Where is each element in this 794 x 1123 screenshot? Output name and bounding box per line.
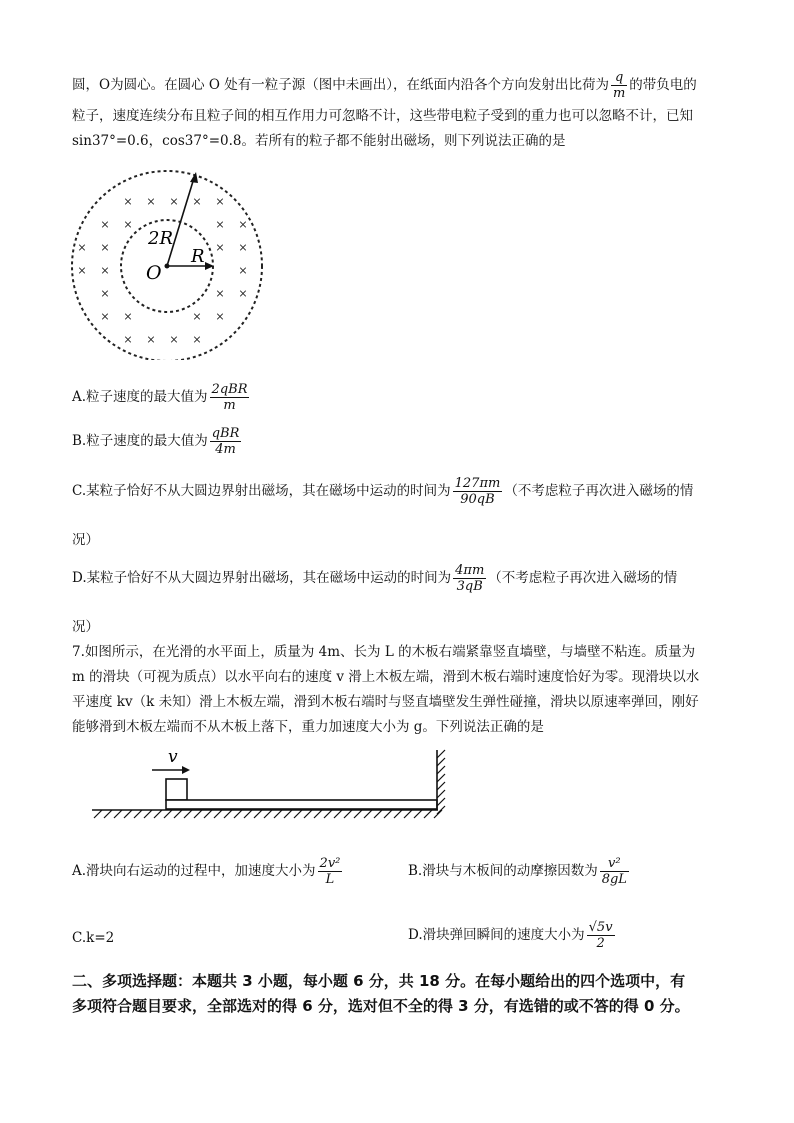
label-R: R xyxy=(191,246,205,267)
wall-hatch-stroke xyxy=(437,758,445,766)
field-cross-mark: × xyxy=(123,218,133,231)
q6-line-1-a: 圆，O为圆心。在圆心 O 处有一粒子源（图中未画出），在纸面内沿各个方向发射出比荷为 xyxy=(72,77,609,93)
ground-hatch-stroke xyxy=(174,810,182,818)
ground-hatch-stroke xyxy=(194,810,202,818)
ground-hatch-stroke xyxy=(304,810,312,818)
ground-hatch-stroke xyxy=(324,810,332,818)
section-2-heading-line-1: 二、多项选择题：本题共 3 小题，每小题 6 分，共 18 分。在每小题给出的四个选项中，有 xyxy=(72,972,686,990)
field-cross-mark: × xyxy=(215,287,225,300)
ground-hatch-stroke xyxy=(134,810,142,818)
ground-hatch-stroke xyxy=(114,810,122,818)
field-cross-mark: × xyxy=(146,333,156,346)
field-cross-mark: × xyxy=(100,218,110,231)
field-cross-mark: × xyxy=(215,241,225,254)
q7-option-c: C.k=2 xyxy=(72,930,115,946)
field-cross-mark: × xyxy=(192,310,202,323)
field-cross-mark: × xyxy=(100,264,110,277)
ground-hatch-stroke xyxy=(274,810,282,818)
slider-block xyxy=(166,779,187,800)
ground-hatch-stroke xyxy=(384,810,392,818)
ground-hatch-stroke xyxy=(424,810,432,818)
q6-option-c: C.某粒子恰好不从大圆边界射出磁场，其在磁场中运动的时间为 $\frac{127\pi m}{90qB}$ （不考虑粒子再次进入磁场的情 xyxy=(72,476,694,507)
q7-option-a: A.滑块向右运动的过程中，加速度大小为 $\frac{\text{2v²}}{L}$ xyxy=(72,856,341,887)
ground-hatch-stroke xyxy=(364,810,372,818)
ground-hatch-stroke xyxy=(434,810,442,818)
ground-hatch-stroke xyxy=(154,810,162,818)
ground-hatch-stroke xyxy=(334,810,342,818)
q6-option-b: B.粒子速度的最大值为 $\frac{\text{qBR}}{4m}$ xyxy=(72,426,240,457)
radius-2R-arrowhead xyxy=(190,172,198,183)
field-cross-mark: × xyxy=(100,241,110,254)
ground-hatch-stroke xyxy=(234,810,242,818)
field-cross-mark: × xyxy=(238,287,248,300)
ground-hatch-stroke xyxy=(94,810,102,818)
ground-hatch-stroke xyxy=(244,810,252,818)
field-cross-mark: × xyxy=(169,333,179,346)
q7-line-3: 平速度 kv（k 未知）滑上木板左端，滑到木板右端时与竖直墙壁发生弹性碰撞，滑块以原速率弹回，刚好 xyxy=(72,694,699,710)
q7-line-2: m 的滑块（可视为质点）以水平向右的速度 v 滑上木板左端，滑到木板右端时速度恰好为零。现滑块以水 xyxy=(72,669,700,685)
field-cross-mark: × xyxy=(123,195,133,208)
q7-option-d-fraction: $\frac{√5v}{2}$ xyxy=(588,920,613,951)
ground-hatch-stroke xyxy=(124,810,132,818)
q7-option-a-fraction: $\frac{\text{2v²}}{L}$ xyxy=(319,856,341,887)
ground-hatch-stroke xyxy=(344,810,352,818)
field-cross-mark: × xyxy=(100,310,110,323)
q7-option-b: B.滑块与木板间的动摩擦因数为 $\frac{\text{v²}}{8gL}$ xyxy=(408,856,627,887)
field-cross-mark: × xyxy=(215,195,225,208)
q6-option-c-fraction: $\frac{127\pi m}{90qB}$ xyxy=(454,476,501,507)
field-cross-mark: × xyxy=(238,218,248,231)
ground-hatch-stroke xyxy=(314,810,322,818)
field-cross-mark: × xyxy=(77,241,87,254)
q6-option-a: A.粒子速度的最大值为 $\frac{\text{2qBR}}{m}$ xyxy=(72,382,248,413)
field-cross-mark: × xyxy=(123,310,133,323)
q6-option-b-fraction: $\frac{\text{qBR}}{4m}$ xyxy=(211,426,240,457)
field-cross-mark: × xyxy=(215,218,225,231)
label-2R: 2R xyxy=(148,228,174,249)
label-v: v xyxy=(168,747,178,767)
board-wall-figure xyxy=(86,744,456,836)
ground-hatch-stroke xyxy=(254,810,262,818)
q6-charge-mass-fraction: $\frac{q}{m}$ xyxy=(612,70,626,101)
wall-hatch-stroke xyxy=(437,798,445,806)
q7-line-4: 能够滑到木板左端而不从木板上落下，重力加速度大小为 g。下列说法正确的是 xyxy=(72,719,544,735)
ground-hatch-stroke xyxy=(264,810,272,818)
field-cross-mark: × xyxy=(100,287,110,300)
wall-hatch-stroke xyxy=(437,790,445,798)
field-cross-mark: × xyxy=(238,264,248,277)
ground-hatch-stroke xyxy=(224,810,232,818)
wall-hatch-stroke xyxy=(437,782,445,790)
ground-hatch-stroke xyxy=(214,810,222,818)
ground-hatch-stroke xyxy=(164,810,172,818)
q6-line-3: sin37°=0.6，cos37°=0.8。若所有的粒子都不能射出磁场，则下列说法正确的是 xyxy=(72,133,566,149)
ground-hatch-stroke xyxy=(414,810,422,818)
q7-option-d: D.滑块弹回瞬间的速度大小为 $\frac{√5v}{2}$ xyxy=(408,920,613,951)
wall-hatch xyxy=(437,750,445,814)
ground-hatch-stroke xyxy=(184,810,192,818)
section-2-heading-line-2: 多项符合题目要求，全部选对的得 6 分，选对但不全的得 3 分，有选错的或不答的得 0 分。 xyxy=(72,997,690,1015)
wall-hatch-stroke xyxy=(437,766,445,774)
q6-option-d-fraction: $\frac{4\pi m}{3qB}$ xyxy=(455,563,485,594)
q6-line-2: 粒子，速度连续分布且粒子间的相互作用力可忽略不计，这些带电粒子受到的重力也可以忽略不计，已知 xyxy=(72,108,693,124)
wall-hatch-stroke xyxy=(437,806,445,814)
ground-hatch-stroke xyxy=(394,810,402,818)
q7-option-b-fraction: $\frac{\text{v²}}{8gL}$ xyxy=(601,856,627,887)
q6-option-a-fraction: $\frac{\text{2qBR}}{m}$ xyxy=(211,382,248,413)
field-cross-marks xyxy=(77,195,247,346)
wall-hatch-stroke xyxy=(437,774,445,782)
q6-option-d-tail: 况） xyxy=(72,619,99,635)
center-point xyxy=(165,264,170,269)
ground-hatch-stroke xyxy=(374,810,382,818)
ground-hatch-stroke xyxy=(294,810,302,818)
q6-line-1-b: 的带负电的 xyxy=(629,77,697,93)
field-cross-mark: × xyxy=(146,195,156,208)
wooden-board xyxy=(166,800,437,809)
ground-hatch-stroke xyxy=(104,810,112,818)
ground-hatch xyxy=(94,810,442,818)
field-cross-mark: × xyxy=(77,264,87,277)
label-O: O xyxy=(146,262,162,284)
wall-hatch-stroke xyxy=(437,750,445,758)
q6-line-1 xyxy=(72,70,697,101)
field-cross-mark: × xyxy=(192,333,202,346)
field-cross-mark: × xyxy=(123,333,133,346)
field-cross-mark: × xyxy=(215,310,225,323)
radius-2R-line xyxy=(167,178,194,266)
velocity-arrowhead xyxy=(182,766,190,774)
q7-line-1: 7.如图所示，在光滑的水平面上，质量为 4m、长为 L 的木板右端紧靠竖直墙壁，与墙壁不粘连。质量为 xyxy=(72,644,696,660)
magnetic-field-figure xyxy=(66,166,272,360)
q6-option-d: D.某粒子恰好不从大圆边界射出磁场，其在磁场中运动的时间为 $\frac{4\pi m}{3qB}$ （不考虑粒子再次进入磁场的情 xyxy=(72,563,678,594)
ground-hatch-stroke xyxy=(144,810,152,818)
field-cross-mark: × xyxy=(169,195,179,208)
field-cross-mark: × xyxy=(192,195,202,208)
ground-hatch-stroke xyxy=(354,810,362,818)
field-cross-mark: × xyxy=(238,241,248,254)
ground-hatch-stroke xyxy=(404,810,412,818)
q6-option-c-tail: 况） xyxy=(72,532,99,548)
ground-hatch-stroke xyxy=(204,810,212,818)
ground-hatch-stroke xyxy=(284,810,292,818)
